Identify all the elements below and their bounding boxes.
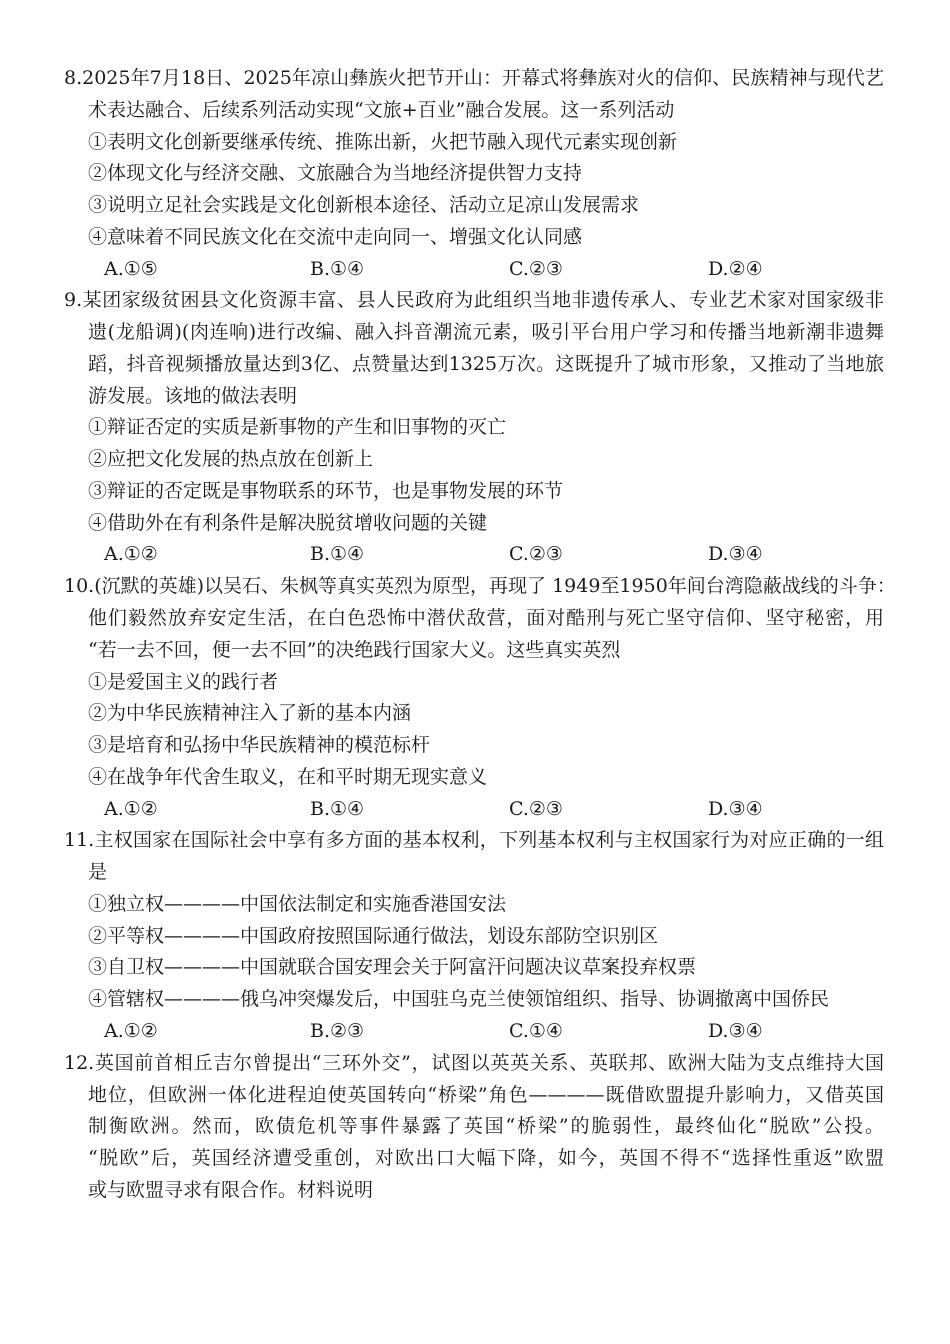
stem-line: 9.某团家级贫困县文化资源丰富、县人民政府为此组织当地非遗传承人、专业艺术家对国家级非 [64, 289, 884, 312]
answer-options [0, 254, 950, 286]
statement-item: ③是培育和弘扬中华民族精神的模范标杆 [88, 734, 431, 757]
stem-line: 是 [88, 861, 108, 884]
question-11 [0, 825, 950, 1047]
option-a: A.①② [104, 543, 158, 566]
question-8 [0, 63, 950, 285]
option-c: C.②③ [509, 257, 563, 280]
option-c: C.②③ [509, 543, 563, 566]
statement-item: ④在战争年代舍生取义，在和平时期无现实意义 [88, 765, 488, 788]
statement-item: ①辩证否定的实质是新事物的产生和旧事物的灭亡 [88, 416, 507, 439]
answer-options [0, 794, 950, 826]
statement-item: ④借助外在有利条件是解决脱贫增收问题的关键 [88, 511, 488, 534]
option-a: A.①② [104, 797, 158, 820]
statement-item: ②平等权————中国政府按照国际通行做法，划设东部防空识别区 [88, 924, 659, 947]
option-b: B.②③ [310, 1019, 365, 1042]
answer-options [0, 539, 950, 571]
question-9 [0, 285, 950, 571]
stem-line: 他们毅然放弃安定生活，在白色恐怖中潜伏敌营，面对酷刑与死亡坚守信仰、坚守秘密，用 [88, 607, 884, 630]
option-d: D.②④ [708, 257, 763, 280]
stem-line: 11.主权国家在国际社会中享有多方面的基本权利，下列基本权利与主权国家行为对应正确的一组 [64, 829, 884, 852]
stem-line: 游发展。该地的做法表明 [88, 384, 298, 407]
answer-options [0, 1016, 950, 1048]
option-d: D.③④ [708, 797, 763, 820]
question-stem [0, 285, 950, 412]
statement-item: ①表明文化创新要继承传统、推陈出新，火把节融入现代元素实现创新 [88, 130, 678, 153]
option-a: A.①⑤ [104, 257, 158, 280]
statement-item: ②应把文化发展的热点放在创新上 [88, 448, 374, 471]
question-10 [0, 571, 950, 825]
statement-item: ①是爱国主义的践行者 [88, 670, 279, 693]
option-b: B.①④ [310, 257, 365, 280]
stem-line: 制衡欧洲。然而，欧债危机等事件暴露了英国“桥梁”的脆弱性，最终仙化“脱欧”公投。 [88, 1115, 884, 1138]
stem-line: 地位，但欧洲一体化进程迫使英国转向“桥梁”角色————既借欧盟提升影响力，又借英国 [88, 1083, 884, 1106]
statement-item: ④管辖权————俄乌冲突爆发后，中国驻乌克兰使领馆组织、指导、协调撤离中国侨民 [88, 988, 830, 1011]
stem-line: “若一去不回，便一去不回”的决绝践行国家大义。这些真实英烈 [88, 638, 621, 661]
question-stem [0, 571, 950, 666]
statement-item: ④意味着不同民族文化在交流中走向同一、增强文化认同感 [88, 225, 583, 248]
statement-item: ③说明立足社会实践是文化创新根本途径、活动立足凉山发展需求 [88, 194, 640, 217]
option-c: C.①④ [509, 1019, 563, 1042]
statement-item: ②为中华民族精神注入了新的基本内涵 [88, 702, 412, 725]
statement-item: ②体现文化与经济交融、文旅融合为当地经济提供智力支持 [88, 162, 583, 185]
option-d: D.③④ [708, 543, 763, 566]
option-d: D.③④ [708, 1019, 763, 1042]
exam-page [0, 63, 950, 1207]
option-c: C.②③ [509, 797, 563, 820]
stem-line: 蹈，抖音视频播放量达到3亿、点赞量达到1325万次。这既提升了城市形象，又推动了当地旅 [88, 352, 884, 375]
statement-item: ③辩证的否定既是事物联系的环节，也是事物发展的环节 [88, 479, 564, 502]
option-a: A.①② [104, 1019, 158, 1042]
question-stem [0, 63, 950, 127]
question-stem [0, 1048, 950, 1207]
stem-line: 术表达融合、后续系列活动实现“文旅+百业”融合发展。这一系列活动 [88, 98, 675, 121]
stem-line: 或与欧盟寻求有限合作。材料说明 [88, 1178, 374, 1201]
statement-item: ①独立权————中国依法制定和实施香港国安法 [88, 892, 507, 915]
stem-line: 遗(龙船调)(肉连响)进行改编、融入抖音潮流元素，吸引平台用户学习和传播当地新潮非遗舞 [88, 321, 884, 344]
option-b: B.①④ [310, 543, 365, 566]
option-b: B.①④ [310, 797, 365, 820]
stem-line: 12.英国前首相丘吉尔曾提出“三环外交”，试图以英英关系、英联邦、欧洲大陆为支点维持大国 [64, 1051, 884, 1074]
stem-line: 10.(沉默的英雄)以吴石、朱枫等真实英烈为原型，再现了 1949至1950年间台湾隐蔽战线的斗争： [64, 575, 896, 598]
stem-line: 8.2025年7月18日、2025年凉山彝族火把节开山：开幕式将彝族对火的信仰、民族精神与现代艺 [64, 67, 884, 89]
statement-item: ③自卫权————中国就联合国安理会关于阿富汗问题决议草案投弃权票 [88, 956, 697, 979]
question-stem [0, 825, 950, 889]
stem-line: “脱欧”后，英国经济遭受重创，对欧出口大幅下降，如今，英国不得不“选择性重返”欧盟 [88, 1147, 884, 1170]
question-12 [0, 1048, 950, 1207]
